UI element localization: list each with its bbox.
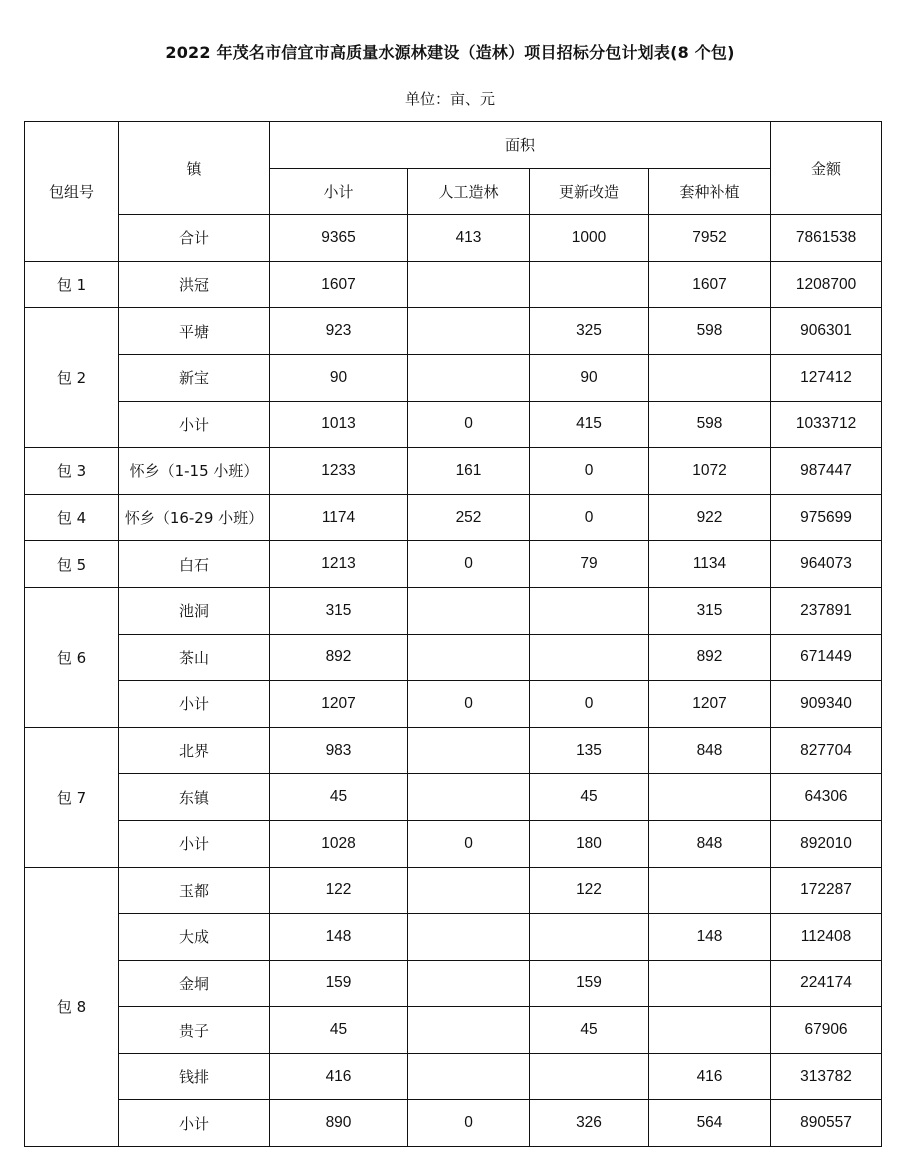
cell-replant: 892 xyxy=(649,634,771,681)
table-row xyxy=(25,727,882,774)
cell-amount: 671449 xyxy=(771,634,882,681)
package-label: 包 5 xyxy=(25,541,119,588)
cell-artificial: 252 xyxy=(408,494,530,541)
cell-artificial xyxy=(408,960,530,1007)
cell-artificial xyxy=(408,261,530,308)
header-amount: 金额 xyxy=(771,122,882,215)
cell-renewal xyxy=(530,634,649,681)
cell-amount: 64306 xyxy=(771,774,882,821)
cell-renewal xyxy=(530,261,649,308)
cell-amount: 224174 xyxy=(771,960,882,1007)
total-row xyxy=(25,215,882,262)
cell-replant: 922 xyxy=(649,494,771,541)
total-replant: 7952 xyxy=(649,215,771,262)
cell-subtotal: 923 xyxy=(270,308,408,355)
cell-subtotal: 159 xyxy=(270,960,408,1007)
cell-replant: 1072 xyxy=(649,448,771,495)
cell-artificial: 0 xyxy=(408,681,530,728)
cell-artificial xyxy=(408,308,530,355)
cell-renewal: 325 xyxy=(530,308,649,355)
total-artificial: 413 xyxy=(408,215,530,262)
cell-replant: 848 xyxy=(649,727,771,774)
package-label: 包 6 xyxy=(25,587,119,727)
cell-artificial xyxy=(408,587,530,634)
town-name: 池洞 xyxy=(119,587,270,634)
table-row xyxy=(25,634,882,681)
header-town: 镇 xyxy=(119,122,270,215)
cell-artificial xyxy=(408,634,530,681)
package-subtotal-label: 小计 xyxy=(119,401,270,448)
cell-renewal: 135 xyxy=(530,727,649,774)
cell-artificial xyxy=(408,1007,530,1054)
cell-subtotal: 90 xyxy=(270,354,408,401)
table-row xyxy=(25,1053,882,1100)
package-subtotal-label: 小计 xyxy=(119,681,270,728)
cell-renewal: 180 xyxy=(530,820,649,867)
table-row xyxy=(25,960,882,1007)
cell-artificial: 0 xyxy=(408,820,530,867)
town-name: 茶山 xyxy=(119,634,270,681)
header-area: 面积 xyxy=(270,122,771,169)
cell-amount: 172287 xyxy=(771,867,882,914)
package-label: 包 3 xyxy=(25,448,119,495)
cell-renewal xyxy=(530,587,649,634)
document-title: 2022 年茂名市信宜市高质量水源林建设（造林）项目招标分包计划表(8 个包) xyxy=(165,43,735,62)
cell-subtotal: 1028 xyxy=(270,820,408,867)
cell-amount: 1033712 xyxy=(771,401,882,448)
cell-amount: 892010 xyxy=(771,820,882,867)
cell-subtotal: 45 xyxy=(270,774,408,821)
cell-renewal: 0 xyxy=(530,494,649,541)
cell-renewal xyxy=(530,1053,649,1100)
table-row xyxy=(25,1007,882,1054)
cell-amount: 890557 xyxy=(771,1100,882,1147)
table-row xyxy=(25,774,882,821)
table-row xyxy=(25,587,882,634)
total-renewal: 1000 xyxy=(530,215,649,262)
cell-renewal: 326 xyxy=(530,1100,649,1147)
cell-amount: 313782 xyxy=(771,1053,882,1100)
table-row xyxy=(25,448,882,495)
town-name: 东镇 xyxy=(119,774,270,821)
table-row xyxy=(25,401,882,448)
town-name: 新宝 xyxy=(119,354,270,401)
package-label: 包 8 xyxy=(25,867,119,1147)
town-name: 洪冠 xyxy=(119,261,270,308)
cell-renewal: 90 xyxy=(530,354,649,401)
cell-amount: 964073 xyxy=(771,541,882,588)
cell-amount: 827704 xyxy=(771,727,882,774)
cell-replant: 1134 xyxy=(649,541,771,588)
cell-subtotal: 45 xyxy=(270,1007,408,1054)
cell-replant: 416 xyxy=(649,1053,771,1100)
cell-amount: 112408 xyxy=(771,914,882,961)
cell-artificial xyxy=(408,727,530,774)
table-row xyxy=(25,308,882,355)
package-label: 包 4 xyxy=(25,494,119,541)
package-subtotal-label: 小计 xyxy=(119,820,270,867)
package-subtotal-label: 小计 xyxy=(119,1100,270,1147)
table-row xyxy=(25,820,882,867)
town-name: 平塘 xyxy=(119,308,270,355)
cell-subtotal: 315 xyxy=(270,587,408,634)
cell-subtotal: 122 xyxy=(270,867,408,914)
town-name: 玉都 xyxy=(119,867,270,914)
town-name: 钱排 xyxy=(119,1053,270,1100)
total-label: 合计 xyxy=(119,215,270,262)
cell-amount: 1208700 xyxy=(771,261,882,308)
cell-replant xyxy=(649,960,771,1007)
town-name: 北界 xyxy=(119,727,270,774)
header-replant: 套种补植 xyxy=(649,168,771,215)
cell-replant xyxy=(649,354,771,401)
package-plan-table xyxy=(24,121,882,1147)
town-name: 怀乡（1-15 小班） xyxy=(119,448,270,495)
header-renewal: 更新改造 xyxy=(530,168,649,215)
cell-artificial: 0 xyxy=(408,401,530,448)
town-name: 大成 xyxy=(119,914,270,961)
header-artificial: 人工造林 xyxy=(408,168,530,215)
header-row-1 xyxy=(25,122,882,169)
cell-replant: 1607 xyxy=(649,261,771,308)
cell-replant xyxy=(649,867,771,914)
town-name: 白石 xyxy=(119,541,270,588)
table-row xyxy=(25,354,882,401)
cell-amount: 909340 xyxy=(771,681,882,728)
package-label: 包 2 xyxy=(25,308,119,448)
cell-replant: 598 xyxy=(649,308,771,355)
package-label: 包 1 xyxy=(25,261,119,308)
cell-artificial xyxy=(408,774,530,821)
cell-artificial xyxy=(408,914,530,961)
cell-replant: 315 xyxy=(649,587,771,634)
cell-replant xyxy=(649,1007,771,1054)
cell-subtotal: 148 xyxy=(270,914,408,961)
cell-subtotal: 1233 xyxy=(270,448,408,495)
cell-artificial xyxy=(408,354,530,401)
cell-replant xyxy=(649,774,771,821)
cell-renewal: 122 xyxy=(530,867,649,914)
cell-renewal: 0 xyxy=(530,448,649,495)
town-name: 金垌 xyxy=(119,960,270,1007)
package-label: 包 7 xyxy=(25,727,119,867)
cell-artificial xyxy=(408,1053,530,1100)
cell-artificial xyxy=(408,867,530,914)
cell-subtotal: 892 xyxy=(270,634,408,681)
cell-artificial: 0 xyxy=(408,1100,530,1147)
cell-subtotal: 890 xyxy=(270,1100,408,1147)
total-amount: 7861538 xyxy=(771,215,882,262)
cell-renewal: 0 xyxy=(530,681,649,728)
cell-artificial: 0 xyxy=(408,541,530,588)
cell-renewal: 79 xyxy=(530,541,649,588)
table-row xyxy=(25,914,882,961)
cell-renewal: 45 xyxy=(530,774,649,821)
cell-renewal xyxy=(530,914,649,961)
unit-label: 单位：亩、元 xyxy=(404,90,495,108)
cell-subtotal: 1207 xyxy=(270,681,408,728)
table-row xyxy=(25,867,882,914)
total-subtotal: 9365 xyxy=(270,215,408,262)
cell-replant: 148 xyxy=(649,914,771,961)
cell-replant: 598 xyxy=(649,401,771,448)
header-subtotal: 小计 xyxy=(270,168,408,215)
cell-amount: 67906 xyxy=(771,1007,882,1054)
cell-subtotal: 416 xyxy=(270,1053,408,1100)
town-name: 贵子 xyxy=(119,1007,270,1054)
cell-amount: 127412 xyxy=(771,354,882,401)
cell-replant: 564 xyxy=(649,1100,771,1147)
cell-amount: 906301 xyxy=(771,308,882,355)
cell-amount: 975699 xyxy=(771,494,882,541)
cell-renewal: 45 xyxy=(530,1007,649,1054)
table-row xyxy=(25,261,882,308)
cell-subtotal: 1174 xyxy=(270,494,408,541)
header-package: 包组号 xyxy=(25,122,119,262)
town-name: 怀乡（16-29 小班） xyxy=(119,494,270,541)
cell-subtotal: 1013 xyxy=(270,401,408,448)
cell-artificial: 161 xyxy=(408,448,530,495)
cell-replant: 848 xyxy=(649,820,771,867)
table-body xyxy=(25,122,882,1147)
cell-replant: 1207 xyxy=(649,681,771,728)
cell-renewal: 415 xyxy=(530,401,649,448)
table-row xyxy=(25,1100,882,1147)
cell-subtotal: 1607 xyxy=(270,261,408,308)
cell-renewal: 159 xyxy=(530,960,649,1007)
table-row xyxy=(25,681,882,728)
table-row xyxy=(25,541,882,588)
cell-subtotal: 1213 xyxy=(270,541,408,588)
cell-amount: 987447 xyxy=(771,448,882,495)
cell-amount: 237891 xyxy=(771,587,882,634)
cell-subtotal: 983 xyxy=(270,727,408,774)
table-row xyxy=(25,494,882,541)
